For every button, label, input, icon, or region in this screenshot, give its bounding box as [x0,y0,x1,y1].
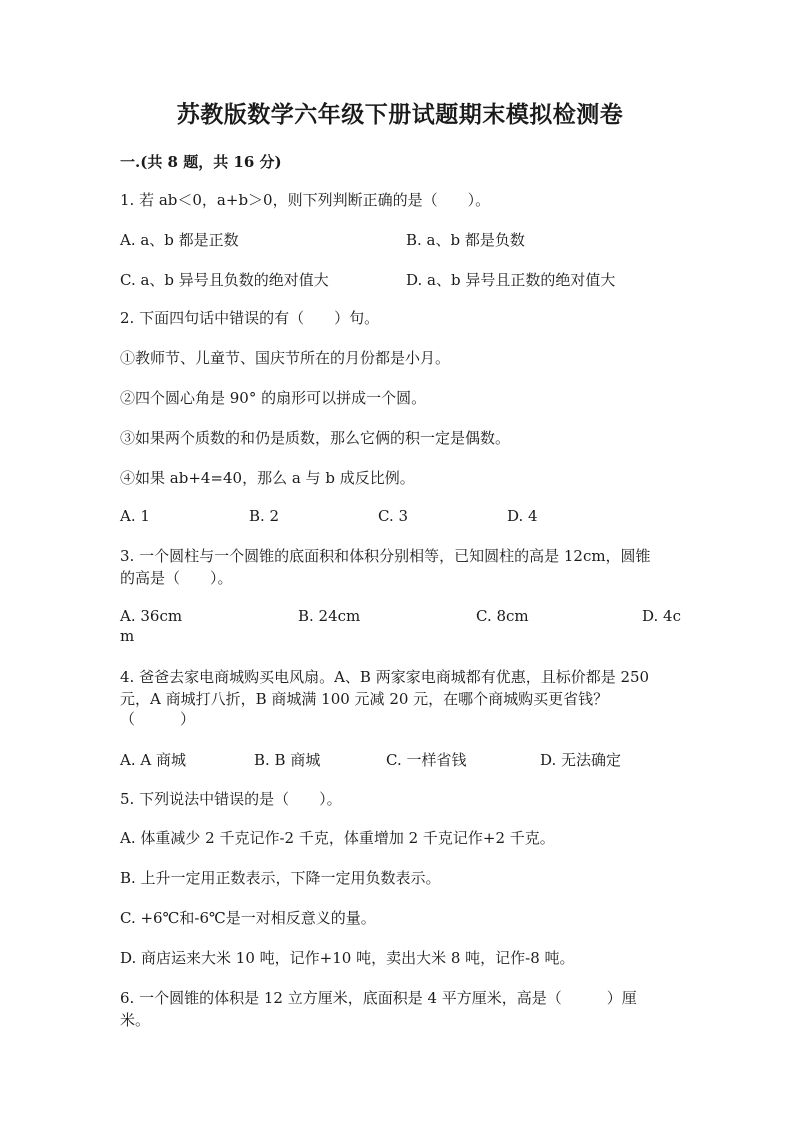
question-3-stem-line-1: 3. 一个圆柱与一个圆锥的底面积和体积分别相等，已知圆柱的高是 12cm，圆锥 [120,547,651,565]
question-2-option-b: B. 2 [249,507,280,525]
question-3-option-c: C. 8cm [476,607,529,625]
question-3-option-a: A. 36cm [120,607,183,625]
question-1-option-a: A. a、b 都是正数 [120,231,239,249]
question-2-option-a: A. 1 [120,507,150,525]
question-5-option-b: B. 上升一定用正数表示，下降一定用负数表示。 [120,869,441,887]
question-2-option-c: C. 3 [378,507,409,525]
page-title: 苏教版数学六年级下册试题期末模拟检测卷 [176,101,624,128]
question-5-stem: 5. 下列说法中错误的是（ ）。 [120,790,342,808]
question-4-stem-line-3: （ ） [120,710,196,728]
question-2-statement-3: ③如果两个质数的和仍是质数，那么它俩的积一定是偶数。 [120,429,511,447]
question-1-stem: 1. 若 ab＜0，a+b＞0，则下列判断正确的是（ ）。 [120,191,491,209]
question-3-option-b: B. 24cm [298,607,361,625]
question-5-option-a: A. 体重减少 2 千克记作-2 千克，体重增加 2 千克记作+2 千克。 [120,829,555,847]
question-1-option-b: B. a、b 都是负数 [406,231,525,249]
question-2-statement-4: ④如果 ab+4=40，那么 a 与 b 成反比例。 [120,469,415,487]
question-4-option-b: B. B 商城 [254,751,321,769]
question-3-option-d-wrap: m [120,627,135,645]
question-6-stem-line-2: 米。 [120,1011,151,1029]
question-3-stem-line-2: 的高是（ ）。 [120,569,233,587]
question-1-option-d: D. a、b 异号且正数的绝对值大 [406,271,616,289]
question-5-option-d: D. 商店运来大米 10 吨，记作+10 吨，卖出大米 8 吨，记作-8 吨。 [120,949,575,967]
question-6-stem-line-1: 6. 一个圆锥的体积是 12 立方厘米，底面积是 4 平方厘米，高是（ ）厘 [120,989,637,1007]
question-3-option-d: D. 4c [642,607,681,625]
question-2-statement-2: ②四个圆心角是 90° 的扇形可以拼成一个圆。 [120,389,427,407]
question-4-stem-line-2: 元，A 商城打八折，B 商城满 100 元减 20 元，在哪个商城购买更省钱？ [120,690,609,708]
question-4-option-c: C. 一样省钱 [386,751,467,769]
question-5-option-c: C. +6℃和-6℃是一对相反意义的量。 [120,909,376,927]
question-2-stem: 2. 下面四句话中错误的有（ ）句。 [120,309,380,327]
question-4-option-a: A. A 商城 [120,751,186,769]
question-1-option-c: C. a、b 异号且负数的绝对值大 [120,271,329,289]
section-heading: 一.(共 8 题，共 16 分) [120,153,282,171]
question-4-option-d: D. 无法确定 [540,751,622,769]
question-2-statement-1: ①教师节、儿童节、国庆节所在的月份都是小月。 [120,349,451,367]
question-2-option-d: D. 4 [507,507,538,525]
question-4-stem-line-1: 4. 爸爸去家电商城购买电风扇。A、B 两家家电商城都有优惠，且标价都是 250 [120,668,650,686]
